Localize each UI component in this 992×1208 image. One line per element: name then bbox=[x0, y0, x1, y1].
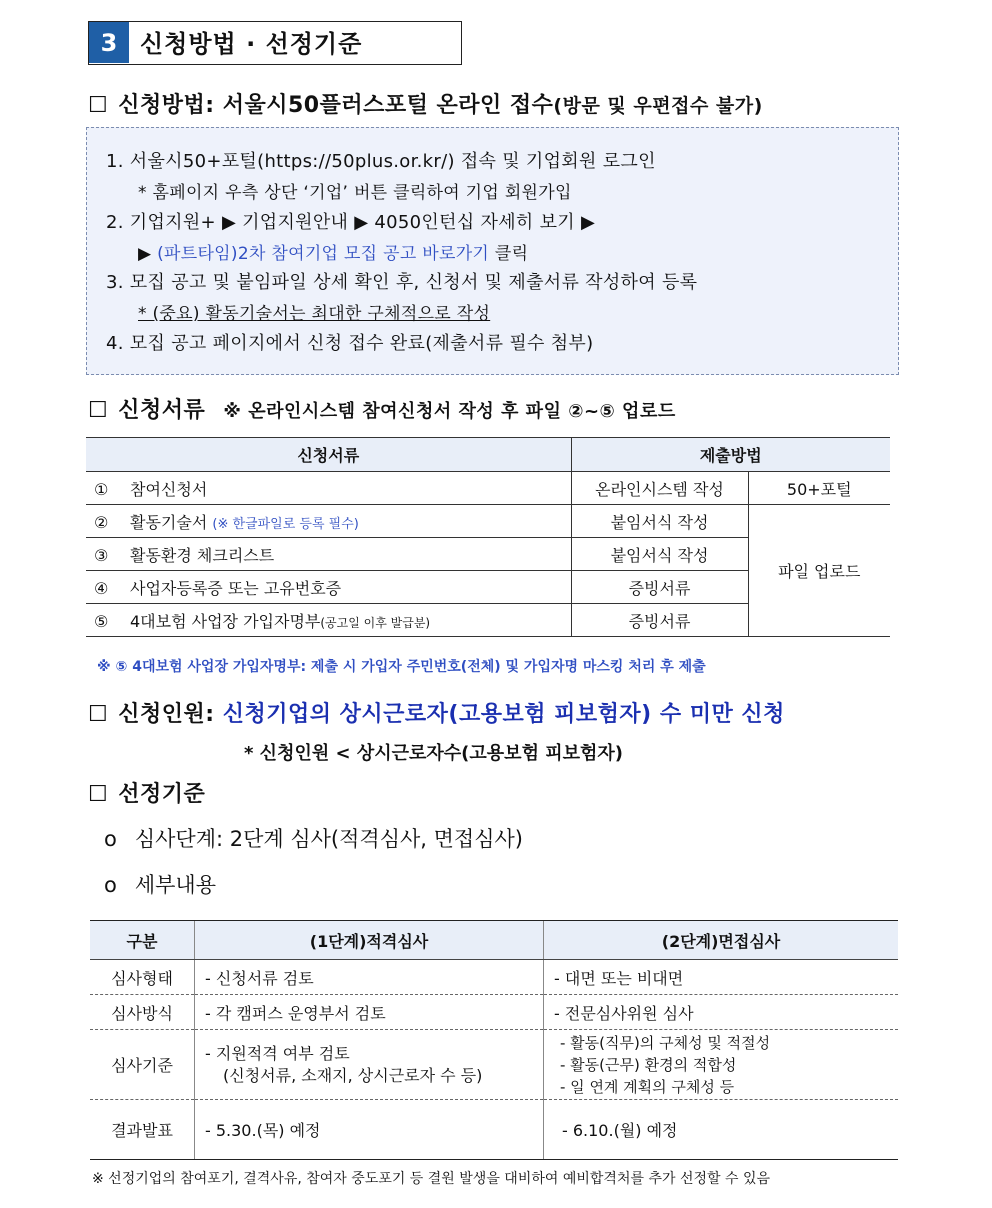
step-4: 4. 모집 공고 페이지에서 신청 접수 완료(제출서류 필수 첨부) bbox=[106, 333, 594, 354]
step-1-sub: * 홈페이지 우측 상단 ‘기업’ 버튼 클릭하여 기업 회원가입 bbox=[138, 183, 572, 203]
criteria-col-header: 구분 bbox=[90, 921, 195, 960]
step-3: 3. 모집 공고 및 붙임파일 상세 확인 후, 신청서 및 제출서류 작성하여 등록 bbox=[106, 272, 698, 293]
docs-col-header: 신청서류 bbox=[86, 438, 571, 472]
checkbox-square-icon: ☐ bbox=[88, 702, 109, 727]
table-row: ④ 사업자등록증 또는 고유번호증 증빙서류 bbox=[86, 571, 890, 604]
step-2-sub: ▶ (파트타임)2차 참여기업 모집 공고 바로가기 클릭 bbox=[138, 244, 529, 264]
table-row: 심사기준 - 지원적격 여부 검토 (신청서류, 소재지, 상시근로자 수 등) - 활동(직무)의 구체성 및 적절성 - 활동(근무) 환경의 적합성 - 일 연계 계획의 구체성 등 bbox=[90, 1030, 898, 1100]
checkbox-square-icon: ☐ bbox=[88, 398, 109, 423]
criteria-col-header: (1단계)적격심사 bbox=[195, 921, 544, 960]
table-row: ③ 활동환경 체크리스트 붙임서식 작성 bbox=[86, 538, 890, 571]
portal-cell: 50+포털 bbox=[748, 472, 890, 505]
criteria-table bbox=[90, 920, 898, 1160]
upload-cell: 파일 업로드 bbox=[748, 505, 890, 637]
docs-col-header: 제출방법 bbox=[571, 438, 890, 472]
table-row: ⑤ 4대보험 사업장 가입자명부(공고일 이후 발급분) 증빙서류 bbox=[86, 604, 890, 637]
docs-heading: ☐ 신청서류 ※ 온라인시스템 참여신청서 작성 후 파일 ②~⑤ 업로드 bbox=[88, 398, 676, 423]
checkbox-square-icon: ☐ bbox=[88, 93, 109, 118]
step-2: 2. 기업지원+ ▶ 기업지원안내 ▶ 4050인턴십 자세히 보기 ▶ bbox=[106, 212, 596, 233]
checkbox-square-icon: ☐ bbox=[88, 782, 109, 807]
people-heading: ☐ 신청인원: 신청기업의 상시근로자(고용보험 피보험자) 수 미만 신청 bbox=[88, 702, 785, 727]
people-sub: * 신청인원 < 상시근로자수(고용보험 피보험자) bbox=[244, 743, 623, 764]
criteria-footnote: ※ 선정기업의 참여포기, 결격사유, 참여자 중도포기 등 결원 발생을 대비하여 예비합격처를 추가 선정할 수 있음 bbox=[92, 1171, 770, 1187]
criteria-heading: ☐ 선정기준 bbox=[88, 782, 206, 807]
table-row: ① 참여신청서 온라인시스템 작성 50+포털 bbox=[86, 472, 890, 505]
step-1: 1. 서울시50+포털(https://50plus.or.kr/) 접속 및 기업회원 로그인 bbox=[106, 151, 656, 172]
method-heading: ☐ 신청방법: 서울시50플러스포털 온라인 접수(방문 및 우편접수 불가) bbox=[88, 93, 763, 118]
table-row: 결과발표 - 5.30.(목) 예정 - 6.10.(월) 예정 bbox=[90, 1100, 898, 1160]
notice-link[interactable]: (파트타임)2차 참여기업 모집 공고 바로가기 bbox=[157, 244, 490, 264]
table-row: 심사방식 - 각 캠퍼스 운영부서 검토 - 전문심사위원 심사 bbox=[90, 995, 898, 1030]
criteria-stage: o 심사단계: 2단계 심사(적격심사, 면접심사) bbox=[104, 827, 523, 851]
section-title: 신청방법 · 선정기준 bbox=[140, 30, 363, 58]
docs-warning: ※ ⑤ 4대보험 사업장 가입자명부: 제출 시 가입자 주민번호(전체) 및 가입자명 마스킹 처리 후 제출 bbox=[97, 659, 706, 675]
step-3-sub: * (중요) 활동기술서는 최대한 구체적으로 작성 bbox=[138, 304, 491, 324]
criteria-detail: o 세부내용 bbox=[104, 873, 217, 897]
table-row: 심사형태 - 신청서류 검토 - 대면 또는 비대면 bbox=[90, 960, 898, 995]
criteria-col-header: (2단계)면접심사 bbox=[544, 921, 899, 960]
section-number: 3 bbox=[89, 22, 129, 63]
table-row: ② 활동기술서 (※ 한글파일로 등록 필수) 붙임서식 작성 파일 업로드 bbox=[86, 505, 890, 538]
docs-table bbox=[86, 437, 890, 637]
